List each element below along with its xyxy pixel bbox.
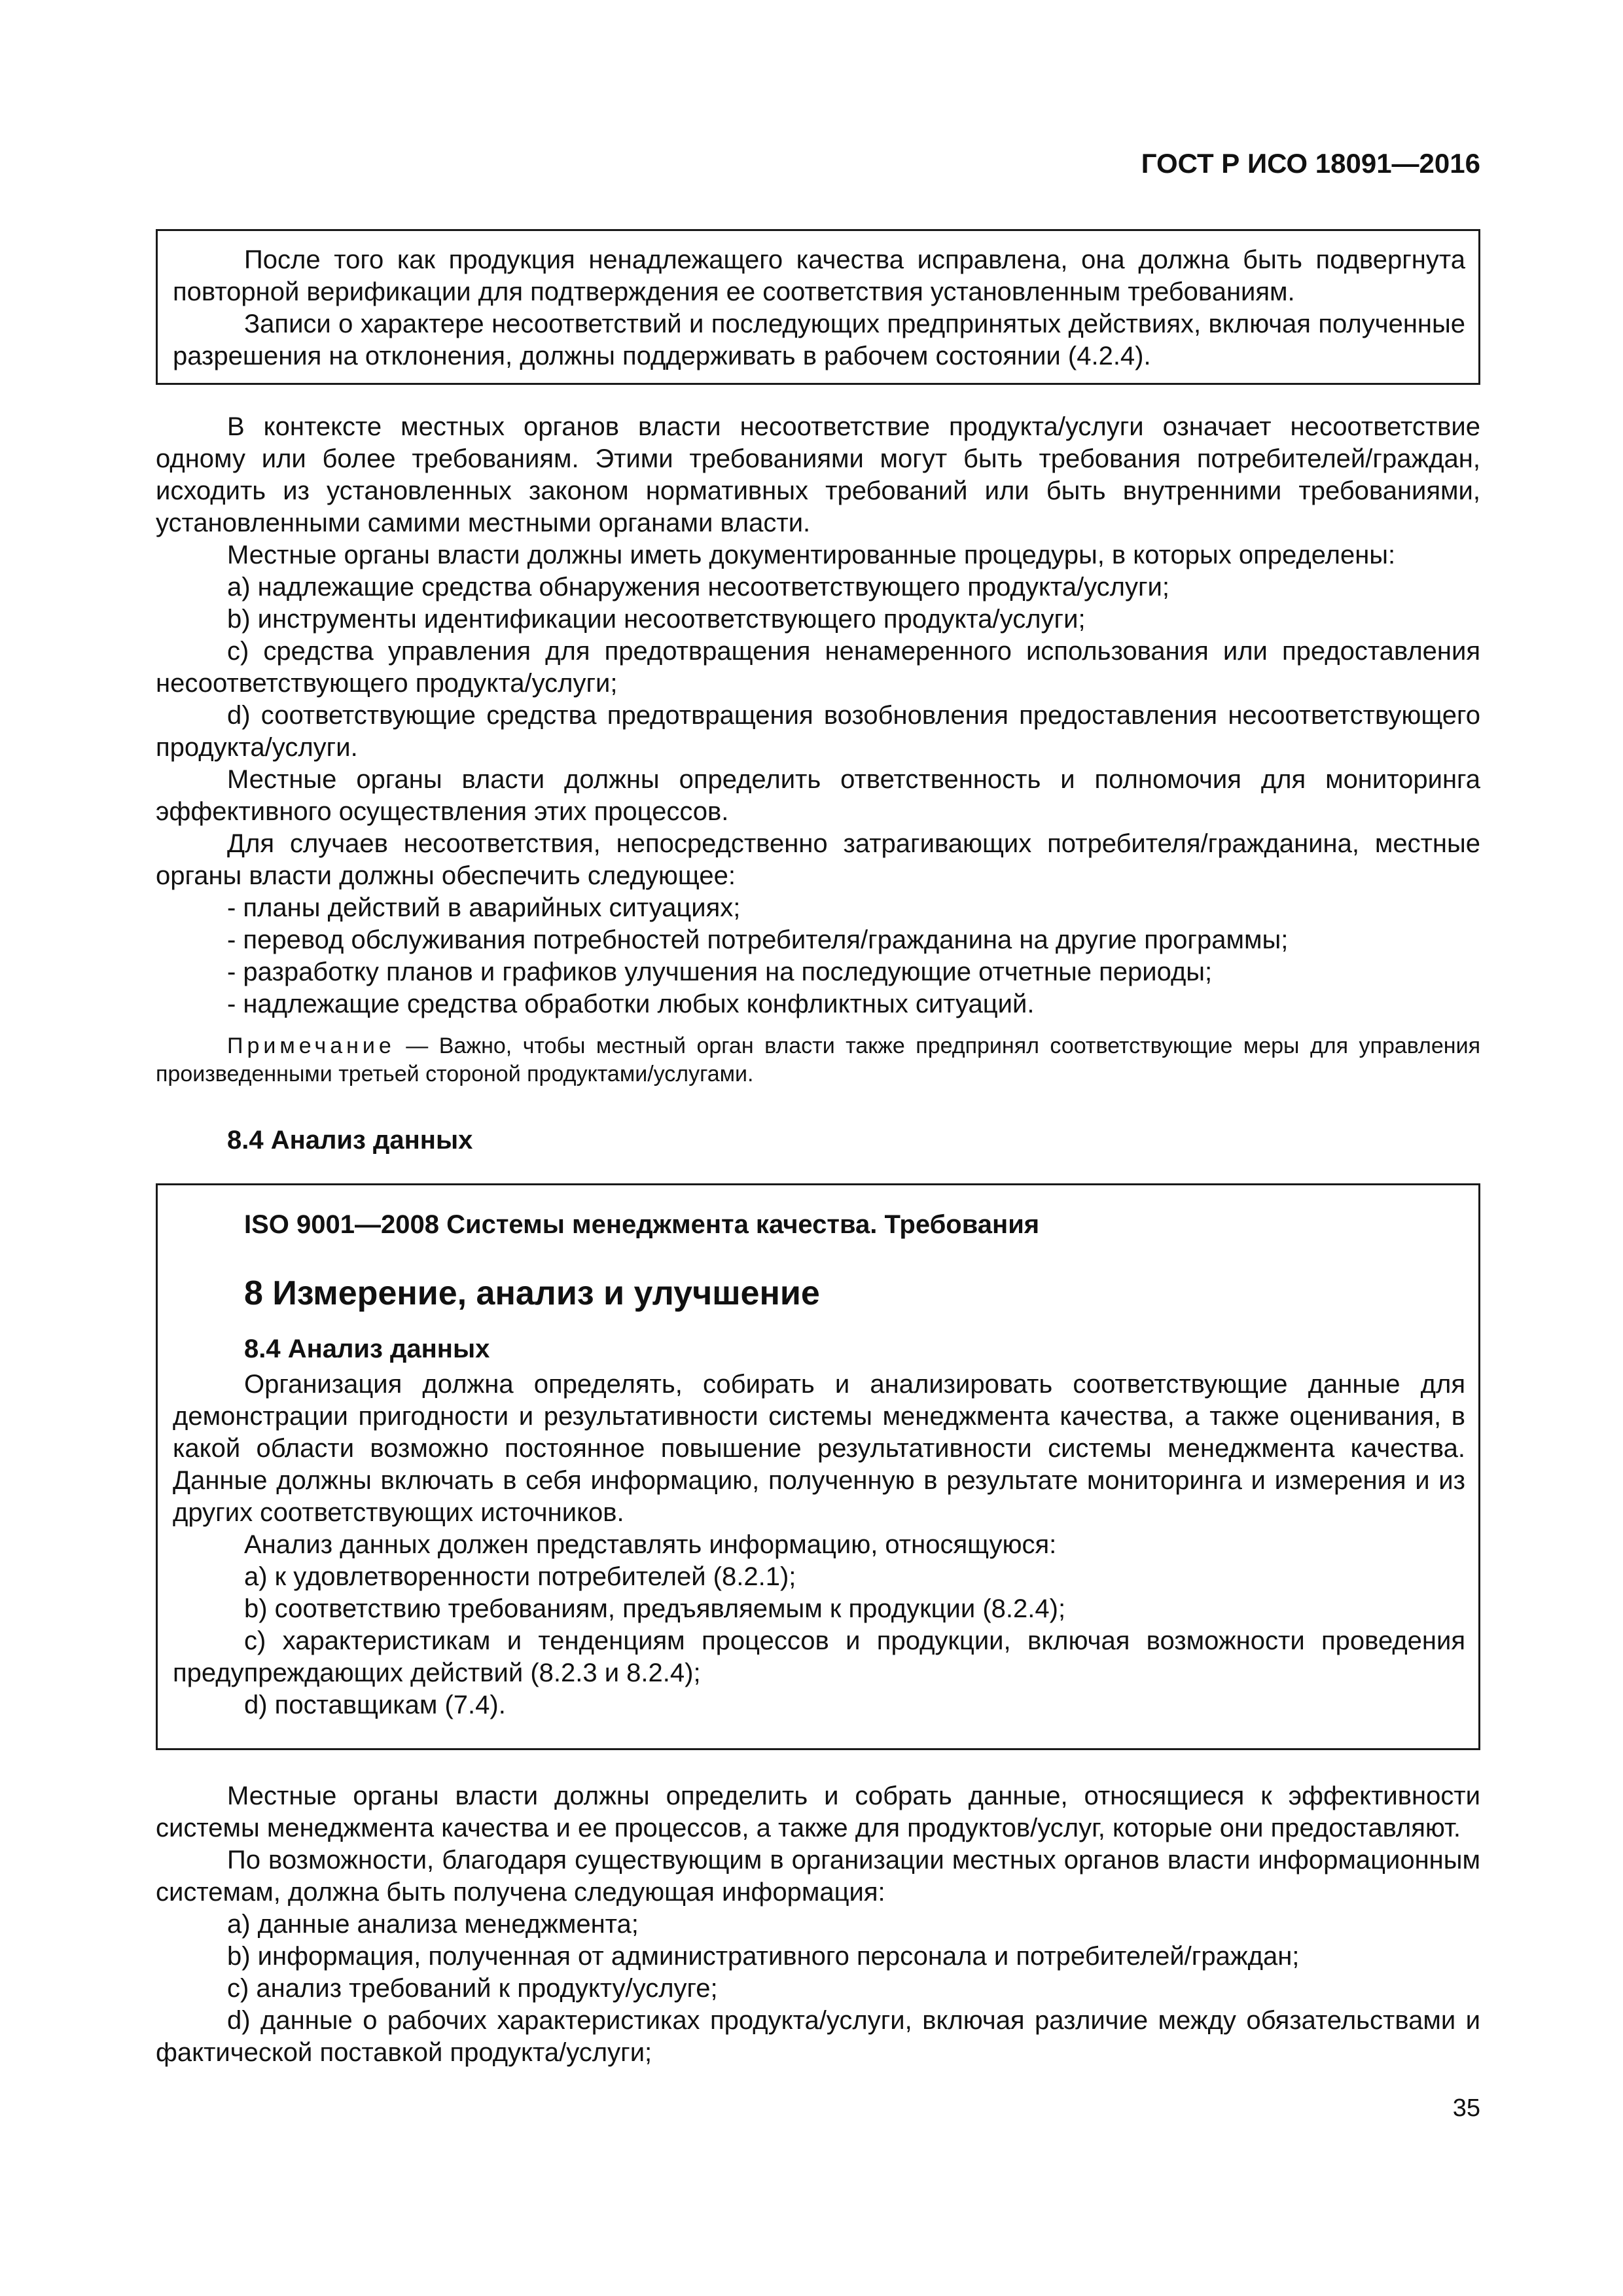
dash-item: - надлежащие средства обработки любых конфликтных ситуаций. — [227, 990, 1035, 1018]
note-text: — Важно, чтобы местный орган власти также предпринял соответствующие меры для управления произведенными третьей стороной продуктами/услугами. — [156, 1033, 1480, 1086]
list-item: b) соответствию требованиям, предъявляемым к продукции (8.2.4); — [244, 1594, 1066, 1623]
box1-paragraph-2: Записи о характере несоответствий и последующих предпринятых действиях, включая полученные разрешения на отклонения, должны поддерживать в рабочем состоянии (4.2.4). — [173, 310, 1465, 370]
body-paragraph: По возможности, благодаря существующим в организации местных органов власти информационным системам, должна быть получена следующая информация: — [156, 1846, 1480, 1907]
body-paragraph: В контексте местных органов власти несоответствие продукта/услуги означает несоответствие одному или более требованиям. Этими требованиями могут быть требования потребителей/граждан, исходить из установленных законом нормативных требований или быть внутренними требованиями, установленными самими местными органами власти. — [156, 412, 1480, 537]
iso-quote-box — [156, 1183, 1480, 1750]
list-item: а) надлежащие средства обнаружения несоответствующего продукта/услуги; — [227, 573, 1169, 601]
body-text-section-2 — [156, 1780, 1480, 2069]
list-item: с) анализ требований к продукту/услуге; — [227, 1974, 718, 2003]
list-item: а) данные анализа менеджмента; — [227, 1910, 639, 1939]
body-paragraph: Для случаев несоответствия, непосредственно затрагивающих потребителя/гражданина, местные органы власти должны обеспечить следующее: — [156, 829, 1480, 890]
section-heading: 8.4 Анализ данных — [227, 1126, 473, 1155]
box2-paragraph-1: Организация должна определять, собирать и анализировать соответствующие данные для демонстрации пригодности и результативности системы менеджмента качества, а также оценивания, в какой области возможно постоянное повышение результативности системы менеджмента качества. Данные должны включать в себя информацию, полученную в результате мониторинга и измерения и из других соответствующих источников. — [173, 1370, 1465, 1527]
standard-title: ISO 9001—2008 Системы менеджмента качества. Требования — [244, 1210, 1040, 1239]
list-item: d) поставщикам (7.4). — [244, 1691, 506, 1719]
list-item: b) информация, полученная от административного персонала и потребителей/граждан; — [227, 1942, 1300, 1971]
dash-item: - разработку планов и графиков улучшения на последующие отчетные периоды; — [227, 958, 1213, 986]
document-id-header: ГОСТ Р ИСО 18091—2016 — [1141, 148, 1480, 179]
list-item: d) данные о рабочих характеристиках продукта/услуги, включая различие между обязательствами и фактической поставкой продукта/услуги; — [156, 2006, 1480, 2067]
body-text-section-1 — [156, 411, 1480, 1088]
list-item: b) инструменты идентификации несоответствующего продукта/услуги; — [227, 605, 1086, 634]
list-item: d) соответствующие средства предотвращения возобновления предоставления несоответствующего продукта/услуги. — [156, 701, 1480, 762]
note-label: Примечание — [227, 1033, 395, 1058]
dash-item: - перевод обслуживания потребностей потребителя/гражданина на другие программы; — [227, 925, 1289, 954]
list-item: с) характеристикам и тенденциям процессов и продукции, включая возможности проведения предупреждающих действий (8.2.3 и 8.2.4); — [173, 1626, 1465, 1687]
dash-item: - планы действий в аварийных ситуациях; — [227, 893, 741, 922]
box1-paragraph-1: После того как продукция ненадлежащего качества исправлена, она должна быть подвергнута повторной верификации для подтверждения ее соответствия установленным требованиям. — [173, 245, 1465, 306]
note — [156, 1032, 1480, 1088]
chapter-heading: 8 Измерение, анализ и улучшение — [244, 1274, 820, 1312]
box2-paragraph-2: Анализ данных должен представлять информацию, относящуюся: — [244, 1530, 1057, 1559]
body-paragraph: Местные органы власти должны определить и собрать данные, относящиеся к эффективности системы менеджмента качества и ее процессов, а также для продуктов/услуг, которые они предоставляют. — [156, 1782, 1480, 1842]
list-item: с) средства управления для предотвращения ненамеренного использования или предоставления несоответствующего продукта/услуги; — [156, 637, 1480, 698]
body-paragraph: Местные органы власти должны определить ответственность и полномочия для мониторинга эффективного осуществления этих процессов. — [156, 765, 1480, 826]
quoted-requirement-box — [156, 229, 1480, 385]
page-number: 35 — [1452, 2094, 1480, 2122]
list-item: а) к удовлетворенности потребителей (8.2.1); — [244, 1562, 796, 1591]
subsection-heading: 8.4 Анализ данных — [244, 1335, 490, 1363]
body-paragraph: Местные органы власти должны иметь документированные процедуры, в которых определены: — [227, 541, 1396, 569]
